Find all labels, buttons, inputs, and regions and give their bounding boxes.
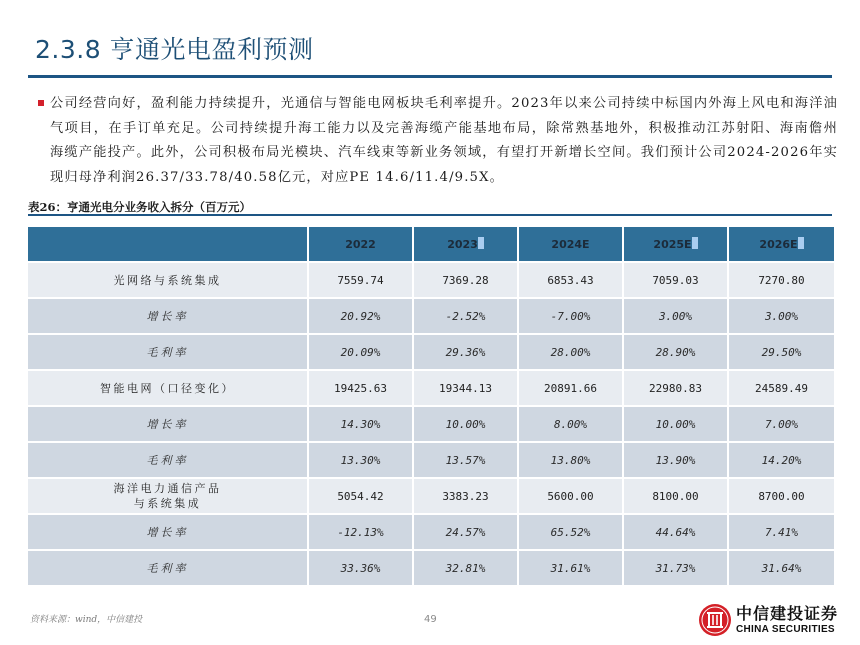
value-cell: 5054.42: [309, 479, 414, 515]
page-title: 2.3.8 亨通光电盈利预测: [35, 35, 314, 64]
row-label: 毛利率: [28, 443, 309, 479]
value-cell: 3.00%: [729, 299, 834, 335]
value-cell: 31.73%: [624, 551, 729, 587]
value-cell: 28.00%: [519, 335, 624, 371]
value-cell: 3383.23: [414, 479, 519, 515]
value-cell: 33.36%: [309, 551, 414, 587]
header-text: 2024E: [551, 237, 590, 251]
value-cell: 7270.80: [729, 263, 834, 299]
row-label-line2: 与系统集成: [133, 497, 202, 510]
value-cell: 28.90%: [624, 335, 729, 371]
row-label: 增长率: [28, 407, 309, 443]
value-cell: 13.57%: [414, 443, 519, 479]
value-cell: -7.00%: [519, 299, 624, 335]
revenue-breakdown-table: [28, 227, 834, 587]
summary-bullet: [38, 92, 838, 190]
table-row-smart-grid: [28, 371, 834, 407]
row-label: [28, 479, 309, 515]
row-label: 智能电网（口径变化）: [28, 371, 309, 407]
selection-highlight: [692, 237, 698, 249]
value-cell: 7.41%: [729, 515, 834, 551]
table-row-growth: [28, 299, 834, 335]
header-cell-label: [28, 227, 309, 263]
value-cell: 13.30%: [309, 443, 414, 479]
logo-cn-name: 中信建投证券: [736, 603, 839, 623]
value-cell: 14.20%: [729, 443, 834, 479]
value-cell: 7059.03: [624, 263, 729, 299]
value-cell: -12.13%: [309, 515, 414, 551]
table-header-row: [28, 227, 834, 263]
header-cell-2025e: [624, 227, 729, 263]
bullet-square-icon: [38, 100, 44, 106]
table-row-optical-network: [28, 263, 834, 299]
value-cell: 20.92%: [309, 299, 414, 335]
value-cell: 29.36%: [414, 335, 519, 371]
value-cell: 29.50%: [729, 335, 834, 371]
header-text: 2026E: [759, 238, 798, 251]
value-cell: 8100.00: [624, 479, 729, 515]
table-row-growth: [28, 407, 834, 443]
company-logo: [699, 601, 859, 639]
value-cell: 7369.28: [414, 263, 519, 299]
value-cell: 19425.63: [309, 371, 414, 407]
value-cell: 20891.66: [519, 371, 624, 407]
header-text: 2022: [345, 237, 376, 251]
value-cell: 24589.49: [729, 371, 834, 407]
value-cell: 6853.43: [519, 263, 624, 299]
value-cell: 31.61%: [519, 551, 624, 587]
source-note: 资料来源：wind，中信建投: [30, 615, 143, 625]
title-divider: [28, 75, 832, 78]
value-cell: 8.00%: [519, 407, 624, 443]
header-cell-2026e: [729, 227, 834, 263]
value-cell: 10.00%: [624, 407, 729, 443]
value-cell: 44.64%: [624, 515, 729, 551]
logo-en-name: CHINA SECURITIES: [736, 623, 835, 635]
row-label: 增长率: [28, 299, 309, 335]
value-cell: -2.52%: [414, 299, 519, 335]
row-label: 毛利率: [28, 551, 309, 587]
header-cell-2022: [309, 227, 414, 263]
value-cell: 32.81%: [414, 551, 519, 587]
value-cell: 24.57%: [414, 515, 519, 551]
logo-text: [736, 603, 839, 635]
summary-text: 公司经营向好，盈利能力持续提升，光通信与智能电网板块毛利率提升。2023年以来公司持续中标国内外海上风电和海洋油气项目，在手订单充足。公司持续提升海工能力以及完善海缆产能基地布局，除常熟基地外，积极推动江苏射阳、海南儋州海缆产能投产。此外，公司积极布局光模块、汽车线束等新业务领域，有望打开新增长空间。我们预计公司2024-2026年实现归母净利润26.37/33.78/40.58亿元，对应PE 14.6/11.4/9.5X。: [50, 96, 838, 185]
table-caption: 表26：亨通光电分业务收入拆分（百万元）: [28, 200, 252, 214]
header-text: 2025E: [653, 238, 692, 251]
header-cell-2024e: [519, 227, 624, 263]
header-cell-2023: [414, 227, 519, 263]
value-cell: 19344.13: [414, 371, 519, 407]
value-cell: 8700.00: [729, 479, 834, 515]
citic-logo-icon: [699, 604, 731, 636]
caption-divider: [28, 214, 832, 216]
value-cell: 10.00%: [414, 407, 519, 443]
value-cell: 14.30%: [309, 407, 414, 443]
table-row-marine-power: [28, 479, 834, 515]
value-cell: 20.09%: [309, 335, 414, 371]
page-number: 49: [424, 614, 437, 625]
selection-highlight: [478, 237, 484, 249]
value-cell: 31.64%: [729, 551, 834, 587]
row-label: 毛利率: [28, 335, 309, 371]
table-row-growth: [28, 515, 834, 551]
value-cell: 13.90%: [624, 443, 729, 479]
row-label: 光网络与系统集成: [28, 263, 309, 299]
table-row-gross-margin: [28, 335, 834, 371]
value-cell: 22980.83: [624, 371, 729, 407]
table-row-gross-margin: [28, 551, 834, 587]
value-cell: 5600.00: [519, 479, 624, 515]
value-cell: 13.80%: [519, 443, 624, 479]
value-cell: 7559.74: [309, 263, 414, 299]
row-label-line1: 海洋电力通信产品: [113, 482, 222, 495]
value-cell: 3.00%: [624, 299, 729, 335]
value-cell: 7.00%: [729, 407, 834, 443]
table-row-gross-margin: [28, 443, 834, 479]
row-label: 增长率: [28, 515, 309, 551]
header-text: 2023: [447, 238, 478, 251]
value-cell: 65.52%: [519, 515, 624, 551]
selection-highlight: [798, 237, 804, 249]
